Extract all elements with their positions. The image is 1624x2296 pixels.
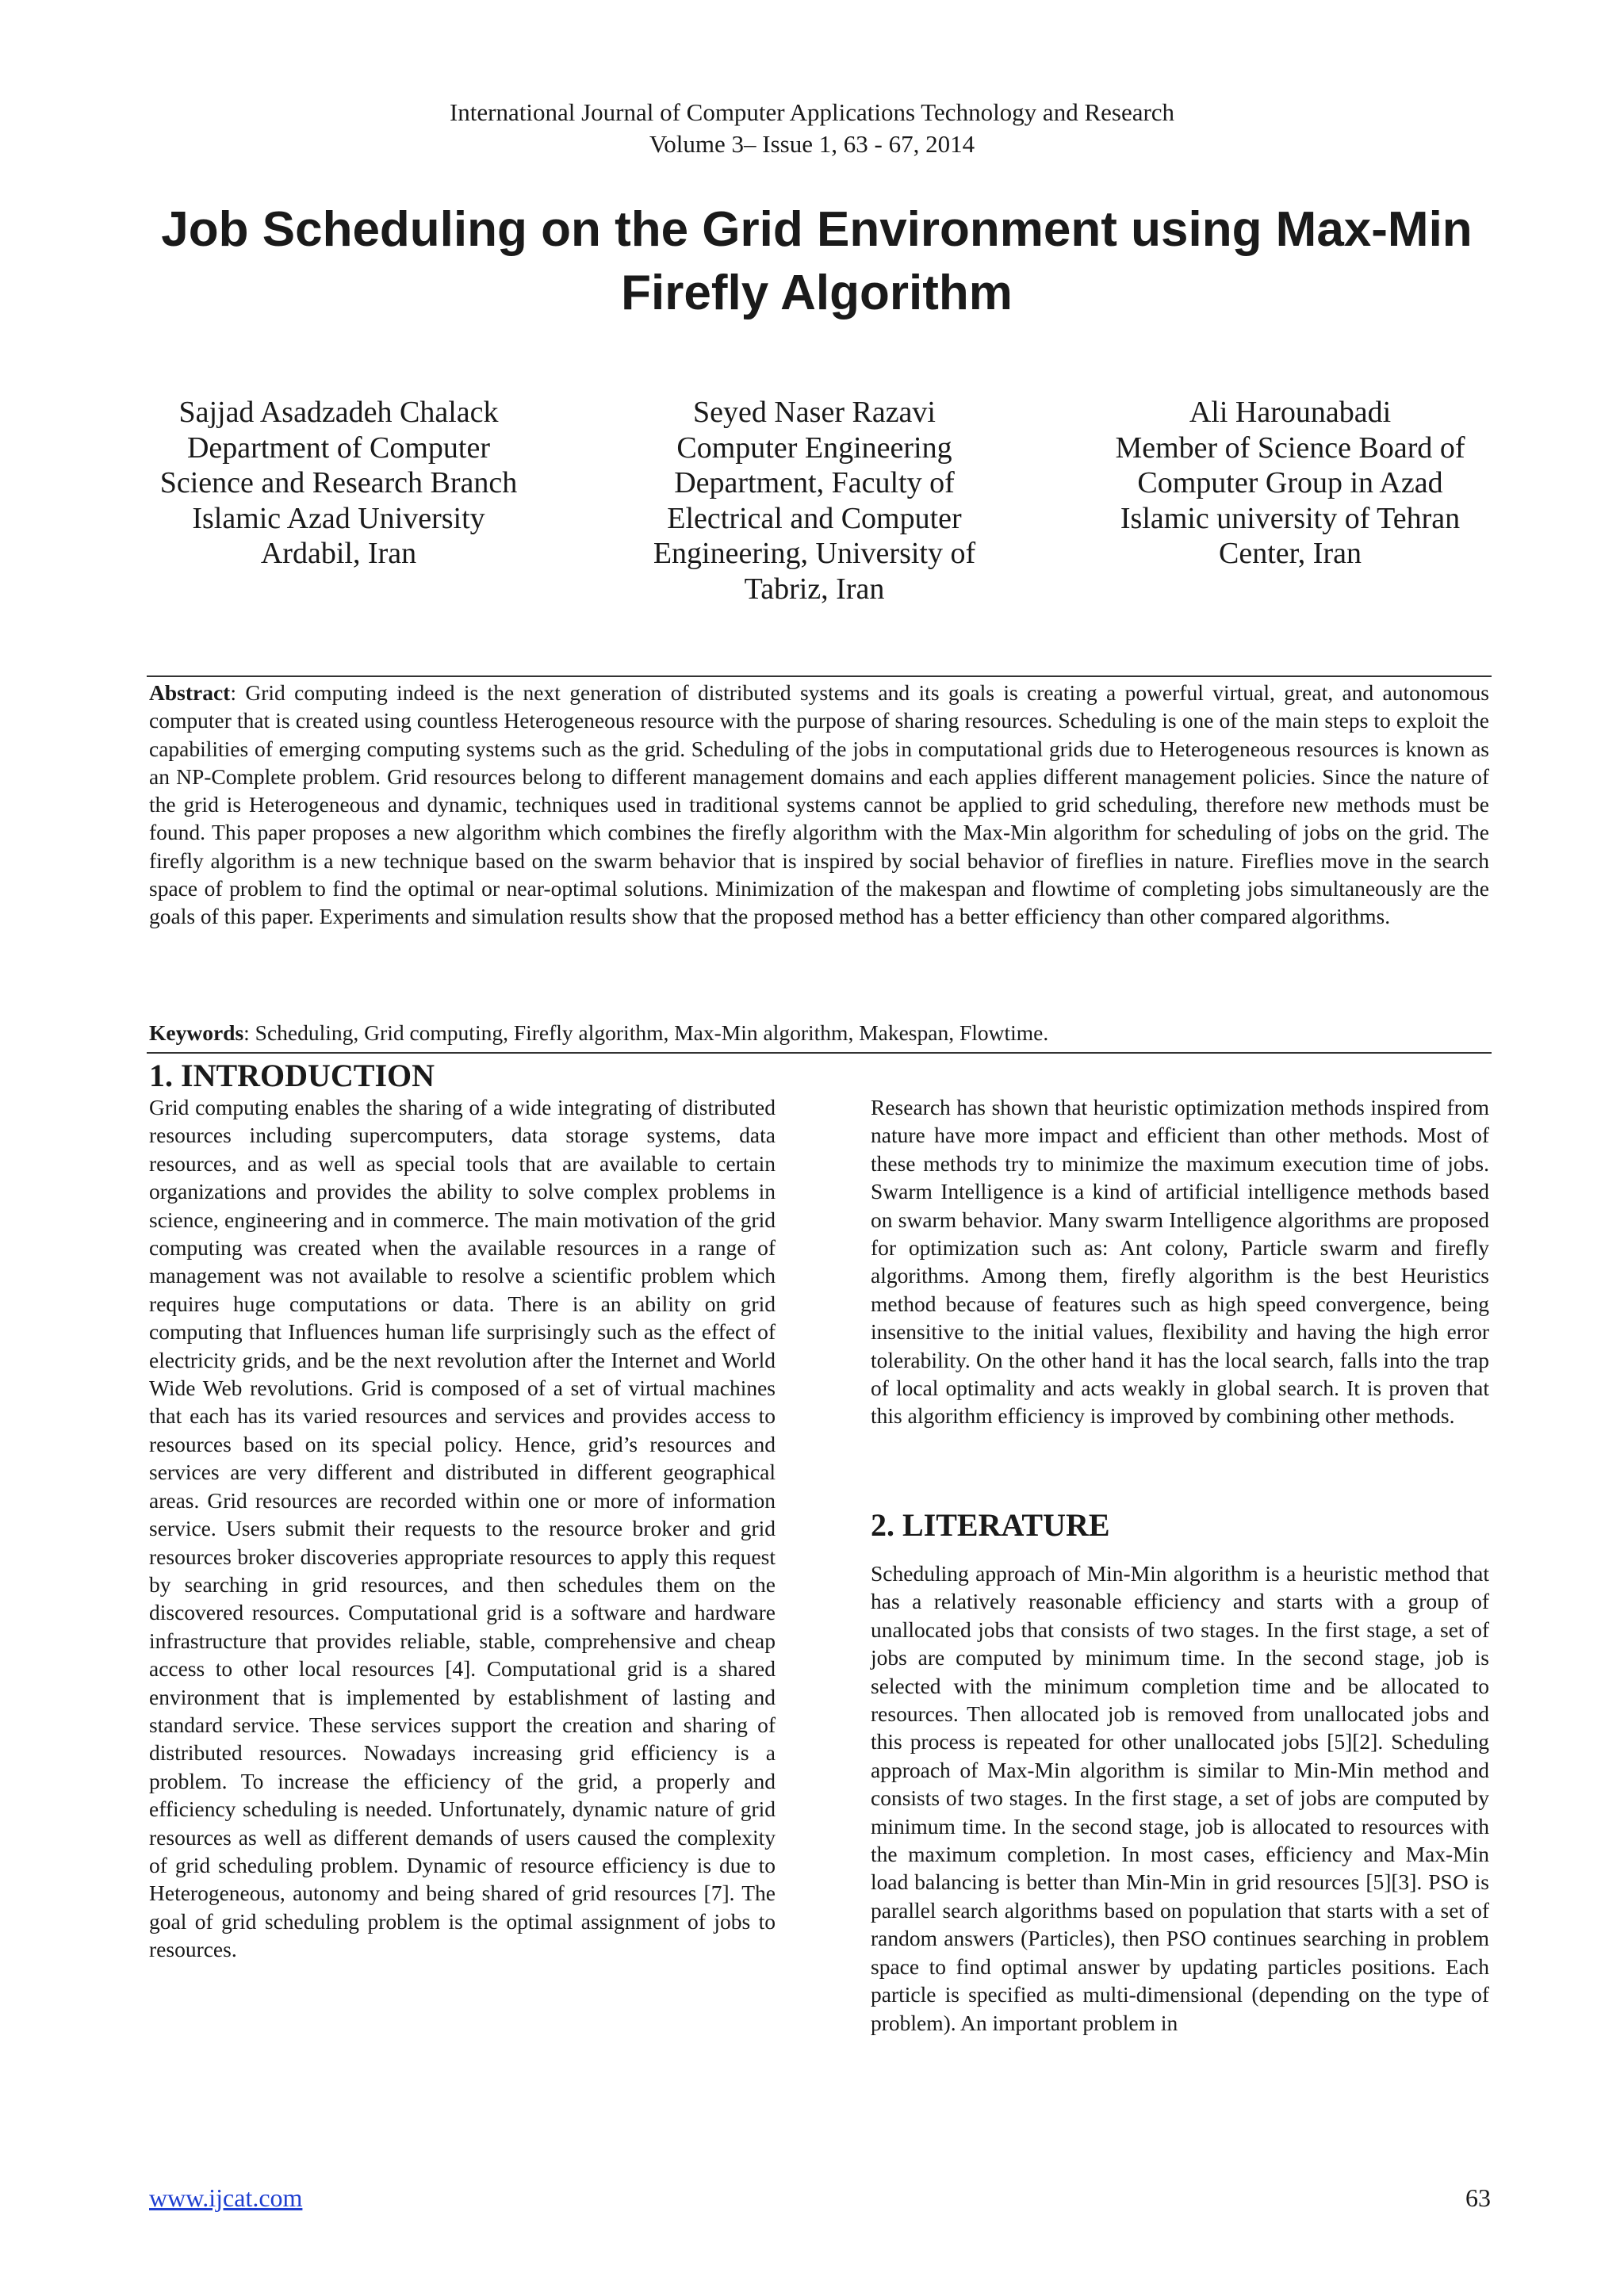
author-name: Sajjad Asadzadeh Chalack (178, 396, 499, 429)
author-affiliation-line: Department, Faculty of (674, 466, 955, 499)
author-3 (1096, 395, 1484, 572)
author-affiliation-line: Computer Group in Azad (1137, 466, 1443, 499)
keywords-text: : Scheduling, Grid computing, Firefly algorithm, Max-Min algorithm, Makespan, Flowtime. (243, 1020, 1049, 1045)
introduction-body-left: Grid computing enables the sharing of a wide integrating of distributed resources including supercomputers, data storage systems, data resources, and as well as special tools that are available to certain organizations and provides the ability to solve complex problems in science, engineering and in commerce. The main motivation of the grid computing was created when the available resources in a range of management was not available to resolve a scientific problem which requires huge computations or data. There is an ability on grid computing that Influences human life surprisingly such as the effect of electricity grids, and be the next revolution after the Internet and World Wide Web revolutions. Grid is composed of a set of virtual machines that each has its varied resources and services and provides access to resources based on its special policy. Hence, grid’s resources and services are very different and distributed in different geographical areas. Grid resources are recorded within one or more of information service. Users submit their requests to the resource broker and grid resources broker discoveries appropriate resources to apply this request by searching in grid resources, and then schedules them on the discovered resources. Computational grid is a software and hardware infrastructure that provides reliable, stable, comprehensive and cheap access to other local resources [4]. Computational grid is a shared environment that is implemented by establishment of lasting and standard service. These services support the creation and sharing of distributed resources. Nowadays increasing grid efficiency is a problem. To increase the efficiency of the grid, a properly and efficiency scheduling is needed. Unfortunately, dynamic nature of grid resources as well as different demands of users caused the complexity of grid scheduling problem. Dynamic of resource efficiency is due to Heterogeneous, autonomy and being shared of grid resources [7]. The goal of grid scheduling problem is the optimal assignment of jobs to resources. (149, 1095, 776, 1962)
author-affiliation-line: Computer Engineering (676, 430, 952, 465)
journal-name: International Journal of Computer Applications Technology and Research (449, 98, 1175, 126)
author-name: Seyed Naser Razavi (693, 396, 936, 429)
author-affiliation-line: Islamic Azad University (192, 501, 485, 535)
keywords-label: Keywords (149, 1020, 244, 1045)
author-affiliation-line: Member of Science Board of (1115, 430, 1465, 465)
author-name: Ali Harounabadi (1189, 396, 1392, 429)
abstract-label: Abstract (149, 680, 231, 705)
page-number: 63 (1465, 2183, 1491, 2212)
introduction-body-right: Research has shown that heuristic optimization methods inspired from nature have more impact and efficient than other methods. Most of these methods try to minimize the maximum execution time of jobs. Swarm Intelligence is a kind of artificial intelligence methods based on swarm behavior. Many swarm Intelligence algorithms are proposed for optimization such as: Ant colony, Particle swarm and firefly algorithms. Among them, firefly algorithm is the best Heuristics method because of features such as high speed convergence, being insensitive to the initial values, flexibility and having the high error tolerability. On the other hand it has the local search, falls into the trap of local optimality and acts weakly in global search. It is proven that this algorithm efficiency is improved by combining other methods. (871, 1095, 1489, 1429)
author-affiliation-line: Tabriz, Iran (744, 572, 885, 606)
title-line: Firefly Algorithm (621, 266, 1013, 320)
author-affiliation-line: Center, Iran (1219, 537, 1362, 570)
divider-keywords (147, 1052, 1492, 1054)
author-affiliation-line: Engineering, University of (653, 537, 976, 570)
paper-title (127, 198, 1507, 325)
title-line: Job Scheduling on the Grid Environment using Max-Min (161, 202, 1473, 257)
section-heading-introduction: 1. INTRODUCTION (149, 1058, 435, 1093)
author-affiliation-line: Islamic university of Tehran (1120, 501, 1461, 535)
keywords (149, 1019, 1489, 1047)
author-affiliation-line: Science and Research Branch (159, 466, 518, 499)
author-2 (620, 395, 1009, 607)
journal-volume: Volume 3– Issue 1, 63 - 67, 2014 (649, 130, 975, 158)
author-affiliation-line: Electrical and Computer (667, 501, 962, 535)
literature-body: Scheduling approach of Min-Min algorithm is a heuristic method that has a relatively reasonable efficiency and starts with a group of unallocated jobs that consists of two stages. In the first stage, a set of jobs are computed by minimum time. In the second stage, job is selected with the minimum completion time and be allocated to resources. Then allocated job is removed from unallocated jobs and this process is repeated for other unallocated jobs [5][2]. Scheduling approach of Max-Min algorithm is similar to Min-Min method and consists of two stages. In the first stage, a set of jobs are computed by minimum time. In the second stage, job is allocated to resources with the maximum completion. In most cases, efficiency and Max-Min load balancing is better than Min-Min in grid resources [5][3]. PSO is parallel search algorithms based on population that starts with a set of random answers (Particles), then PSO continues searching in problem space to find optimal answer by updating particles positions. Each particle is specified as multi-dimensional (depending on the type of problem). An important problem in (871, 1561, 1489, 2035)
author-1 (144, 395, 533, 572)
journal-website-link[interactable]: www.ijcat.com (149, 2183, 303, 2212)
abstract-text: : Grid computing indeed is the next generation of distributed systems and its goals is creating a powerful virtual, great, and autonomous computer that is created using countless Heterogeneous resource with the purpose of sharing resources. Scheduling is one of the main steps to exploit the capabilities of emerging computing systems such as the grid. Scheduling of the jobs in computational grids due to Heterogeneous resources is known as an NP-Complete problem. Grid resources belong to different management domains and each applies different management policies. Since the nature of the grid is Heterogeneous and dynamic, techniques used in traditional systems cannot be applied to grid scheduling, therefore new methods must be found. This paper proposes a new algorithm which combines the firefly algorithm with the Max-Min algorithm for scheduling of jobs on the grid. The firefly algorithm is a new technique based on the swarm behavior that is inspired by social behavior of fireflies in nature. Fireflies move in the search space of problem to find the optimal or near-optimal solutions. Minimization of the makespan and flowtime of completing jobs simultaneously are the goals of this paper. Experiments and simulation results show that the proposed method has a better efficiency than other compared algorithms. (149, 680, 1489, 929)
journal-header (0, 97, 1624, 160)
divider-top (147, 675, 1492, 677)
section-heading-literature: 2. LITERATURE (871, 1507, 1110, 1543)
abstract (149, 679, 1489, 931)
author-affiliation-line: Department of Computer (186, 430, 490, 465)
author-affiliation-line: Ardabil, Iran (260, 537, 417, 570)
